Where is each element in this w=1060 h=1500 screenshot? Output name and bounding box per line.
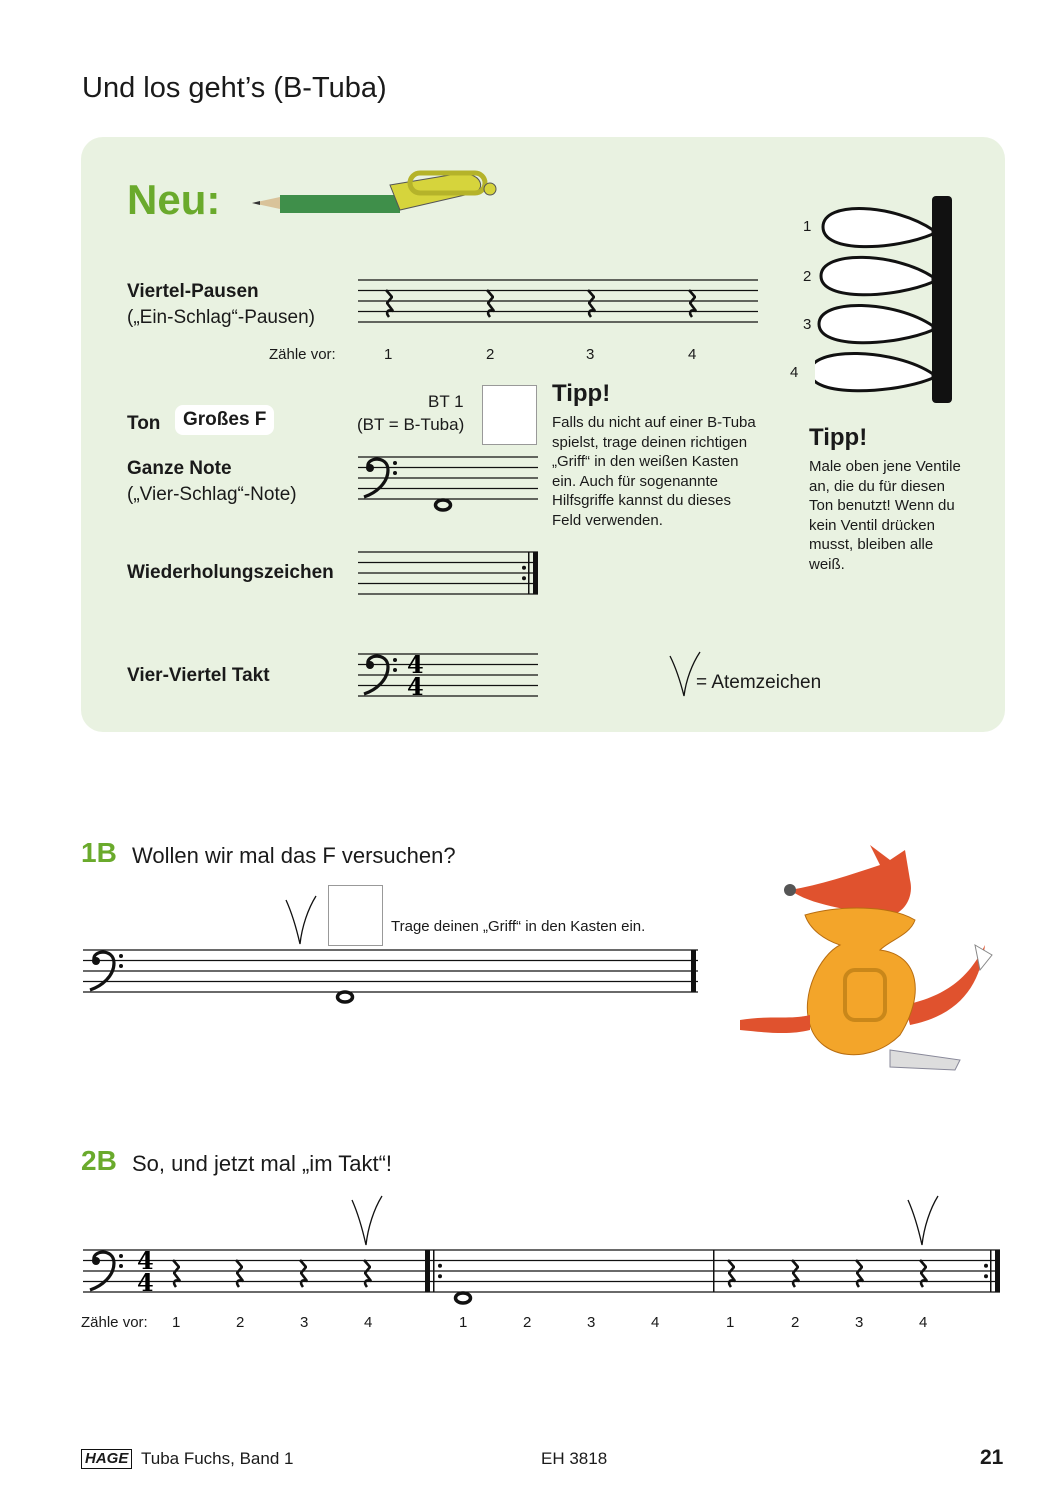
- barline: [990, 1250, 992, 1292]
- edition-code: EH 3818: [541, 1449, 608, 1468]
- count: 1: [384, 346, 393, 363]
- bass-clef-dot: [393, 471, 397, 475]
- zaehle-vor-label: Zähle vor:: [269, 346, 336, 363]
- exercise-1-number: 1B: [81, 837, 117, 868]
- whole-note: [456, 1293, 471, 1303]
- valve-number: 4: [790, 364, 799, 381]
- ton-name-badge: Großes F: [175, 405, 274, 435]
- quarter-rest: [300, 1260, 307, 1287]
- quarter-rest: [236, 1260, 243, 1287]
- valve-number: 1: [803, 218, 812, 235]
- barline: [995, 1250, 1000, 1292]
- breath-mark: [908, 1196, 938, 1245]
- publisher-logo: HAGE: [81, 1449, 132, 1469]
- bass-clef-dot: [119, 1254, 123, 1258]
- time-signature-top: 4: [137, 1246, 154, 1275]
- quarter-rest: [689, 290, 696, 317]
- quarter-rest: [728, 1260, 735, 1287]
- breath-mark: [670, 652, 700, 696]
- neu-heading: Neu:: [127, 176, 221, 223]
- valve-number: 3: [803, 316, 812, 333]
- bass-clef-dot: [393, 461, 397, 465]
- barline: [528, 552, 530, 594]
- whole-note: [436, 500, 451, 510]
- barline: [713, 1250, 715, 1292]
- bass-clef-dot: [393, 658, 397, 662]
- quarter-rest: [792, 1260, 799, 1287]
- quarter-rest: [487, 290, 494, 317]
- count: 2: [486, 346, 495, 363]
- quarter-rest: [364, 1260, 371, 1287]
- barline: [533, 552, 538, 594]
- barline: [425, 1250, 430, 1292]
- book-title: Tuba Fuchs, Band 1: [141, 1449, 294, 1468]
- quarter-rest: [588, 290, 595, 317]
- wiederholung-label: Wiederholungszeichen: [127, 562, 334, 583]
- bass-clef-dot: [366, 661, 374, 669]
- page-title: Und los geht’s (B-Tuba): [82, 72, 387, 104]
- bass-clef-dot: [393, 668, 397, 672]
- tipp1-text: Falls du nicht auf einer B-Tuba spielst, trage deinen richtigen „Griff“ in den weißen Kasten ein. Auch für sogenannte Hilfsgriffe kannst du dieses Feld verwenden.: [552, 414, 756, 529]
- bass-clef-dot: [92, 957, 100, 965]
- count: 3: [855, 1314, 864, 1331]
- count: 3: [300, 1314, 309, 1331]
- bass-clef-dot: [366, 464, 374, 472]
- vier-viertel-label: Vier-Viertel Takt: [127, 665, 270, 686]
- repeat-dot: [522, 576, 526, 580]
- page-number: 21: [980, 1446, 1004, 1469]
- barline: [433, 1250, 435, 1292]
- quarter-rest: [173, 1260, 180, 1287]
- quarter-rest: [386, 290, 393, 317]
- time-signature-bottom: 4: [407, 672, 424, 701]
- count: 1: [459, 1314, 468, 1331]
- breath-mark: [352, 1196, 382, 1245]
- count: 2: [791, 1314, 800, 1331]
- breath-mark: [286, 896, 316, 944]
- repeat-dot: [438, 1274, 442, 1278]
- repeat-dot: [984, 1264, 988, 1268]
- repeat-dot: [984, 1274, 988, 1278]
- whole-note: [338, 992, 353, 1002]
- tipp1-title: Tipp!: [552, 380, 611, 407]
- exercise-2-number: 2B: [81, 1145, 117, 1176]
- count: 4: [364, 1314, 373, 1331]
- exercise-1-title: Wollen wir mal das F versuchen?: [132, 843, 456, 868]
- bass-clef-dot: [119, 964, 123, 968]
- viertel-pausen-label: Viertel-Pausen („Ein-Schlag“-Pausen): [127, 281, 315, 328]
- barline: [691, 950, 696, 992]
- valve-number: 2: [803, 268, 812, 285]
- quarter-rest: [920, 1260, 927, 1287]
- zaehle-vor-label: Zähle vor:: [81, 1314, 148, 1331]
- exercise-2-title: So, und jetzt mal „im Takt“!: [132, 1151, 393, 1176]
- bt-definition: (BT = B-Tuba): [357, 415, 465, 434]
- bass-clef-dot: [119, 954, 123, 958]
- count: 3: [587, 1314, 596, 1331]
- time-signature-bottom: 4: [137, 1268, 154, 1297]
- exercise-1-hint: Trage deinen „Griff“ in den Kasten ein.: [391, 918, 646, 935]
- bt1-label: BT 1: [428, 392, 464, 411]
- bass-clef-dot: [119, 1264, 123, 1268]
- time-signature-top: 4: [407, 650, 424, 679]
- repeat-dot: [438, 1264, 442, 1268]
- count: 2: [523, 1314, 532, 1331]
- tipp2-title: Tipp!: [809, 424, 868, 451]
- tipp2-text: Male oben jene Ventile an, die du für diesen Ton benutzt! Wenn du kein Ventil drücken musst, bleiben alle weiß.: [809, 458, 961, 573]
- quarter-rest: [856, 1260, 863, 1287]
- bass-clef-dot: [92, 1257, 100, 1265]
- count: 1: [726, 1314, 735, 1331]
- count: 4: [651, 1314, 660, 1331]
- count: 4: [919, 1314, 928, 1331]
- count: 1: [172, 1314, 181, 1331]
- count: 2: [236, 1314, 245, 1331]
- atemzeichen-label: = Atemzeichen: [696, 672, 822, 693]
- ganze-note-label: Ganze Note („Vier-Schlag“-Note): [127, 458, 297, 505]
- count: 4: [688, 346, 697, 363]
- ton-label: Ton: [127, 413, 161, 434]
- count: 3: [586, 346, 595, 363]
- repeat-dot: [522, 566, 526, 570]
